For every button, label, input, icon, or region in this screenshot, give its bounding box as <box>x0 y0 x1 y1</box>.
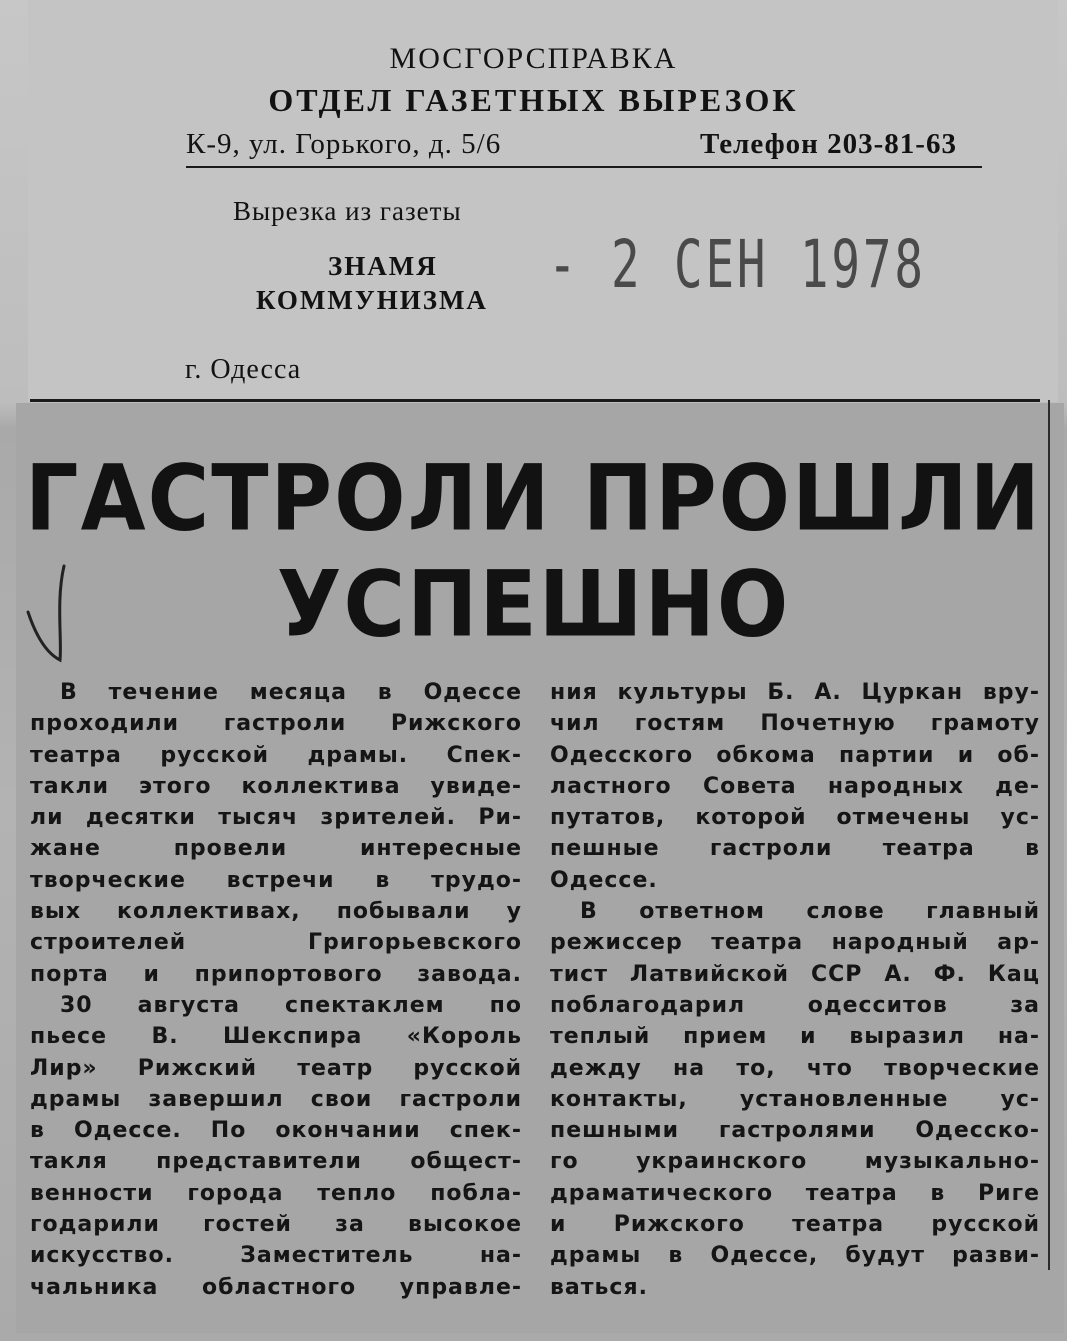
article-line: теплый прием и выразил на- <box>550 1024 1040 1050</box>
article-line: жане провели интересные <box>30 836 522 862</box>
article-line: пешными гастролями Одесско- <box>550 1118 1040 1144</box>
article-line: такли этого коллектива увиде- <box>30 773 522 799</box>
article-line: В течение месяца в Одессе <box>60 680 522 705</box>
article-line: Одесского обкома партии и об- <box>550 742 1040 768</box>
date-stamp: - 2 СЕН 1978 <box>548 226 926 303</box>
article-line: строителей Григорьевского <box>30 930 522 956</box>
article-line: чил гостям Почетную грамоту <box>550 711 1040 737</box>
article-line: ваться. <box>550 1274 648 1300</box>
article-line: драмы в Одессе, будут разви- <box>550 1243 1040 1269</box>
article-line: искусство. Заместитель на- <box>30 1243 522 1269</box>
article-line: драматического театра в Риге <box>550 1180 1040 1206</box>
article-line: венности города тепло побла- <box>30 1180 522 1206</box>
article-line: годарили гостей за высокое <box>30 1212 522 1238</box>
article-line: тист Латвийской ССР А. Ф. Кац <box>550 961 1040 987</box>
article-headline-line1: ГАСТРОЛИ ПРОШЛИ <box>25 445 1042 551</box>
agency-address: К-9, ул. Горького, д. 5/6 <box>186 128 502 160</box>
article-line: вых коллективах, побывали у <box>30 899 522 925</box>
clipping-source-label: Вырезка из газеты <box>233 196 462 226</box>
newspaper-city: г. Одесса <box>185 354 302 385</box>
article-line: 30 августа спектаклем по <box>60 992 522 1018</box>
article-line: такля представители общест- <box>30 1149 522 1175</box>
article-line: ли десятки тысяч зрителей. Ри- <box>30 805 522 831</box>
department-name: ОТДЕЛ ГАЗЕТНЫХ ВЫРЕЗОК <box>268 82 799 118</box>
article-line: контакты, установленные ус- <box>550 1086 1040 1112</box>
article-line: Лир» Рижский театр русской <box>30 1055 522 1081</box>
article-line: пьесе В. Шекспира «Король <box>30 1024 522 1050</box>
article-line: ния культуры Б. А. Цуркан вру- <box>550 680 1040 705</box>
newspaper-name-line1: ЗНАМЯ <box>328 251 438 281</box>
article-line: порта и припортового завода. <box>30 961 522 987</box>
newspaper-name-line2: КОММУНИЗМА <box>256 285 488 315</box>
article-line: В ответном слове главный <box>580 899 1040 925</box>
article-line: го украинского музыкально- <box>550 1149 1040 1175</box>
article-line: поблагодарил одесситов за <box>550 992 1040 1018</box>
article-line: театра русской драмы. Спек- <box>30 742 522 768</box>
article-line: драмы завершил свои гастроли <box>30 1086 522 1112</box>
article-line: дежду на то, что творческие <box>550 1055 1040 1081</box>
clipping-divider <box>30 399 1040 402</box>
article-right-column <box>550 677 1040 1303</box>
article-line: режиссер театра народный ар- <box>550 930 1040 956</box>
article-line: Одессе. <box>550 867 658 893</box>
article-line: ластного Совета народных де- <box>550 773 1040 799</box>
article-left-column <box>30 677 522 1303</box>
article-line: проходили гастроли Рижского <box>30 711 522 737</box>
article-line: чальника областного управле- <box>30 1274 522 1300</box>
agency-phone: Телефон 203-81-63 <box>700 128 957 160</box>
agency-name: МОСГОРСПРАВКА <box>389 42 678 75</box>
article-headline-line2: УСПЕШНО <box>276 551 791 657</box>
article-line: творческие встречи в трудо- <box>30 867 522 893</box>
article-line: пешные гастроли театра в <box>550 836 1040 862</box>
article-line: в Одессе. По окончании спек- <box>30 1118 522 1144</box>
header-underline <box>186 166 982 168</box>
article-line: и Рижского театра русской <box>550 1212 1040 1238</box>
article-line: путатов, которой отмечены ус- <box>550 805 1040 831</box>
